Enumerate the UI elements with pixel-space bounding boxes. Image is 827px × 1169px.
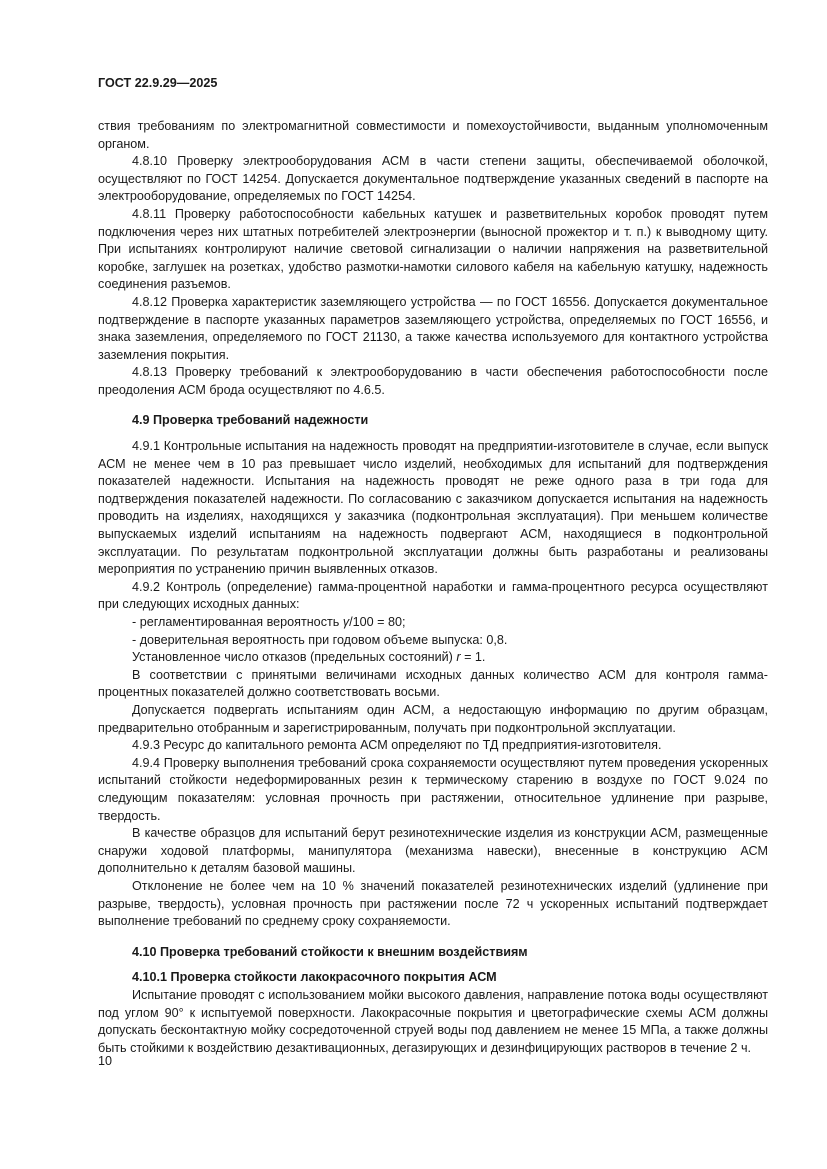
paragraph: В качестве образцов для испытаний берут резинотехнические изделия из конструкции АСМ, размещенные снаружи ходовой платформы, манипулятора (механизма навески), внесенные в конструкцию АСМ дополнительно к деталям базовой машины.: [98, 826, 768, 876]
paragraph-4-9-1: 4.9.1 Контрольные испытания на надежность проводят на предприятии-изготовителе в случае, если выпуск АСМ не менее чем в 10 раз превышает число изделий, необходимых для испытаний для подтверждения показателей надежности. Испытания на надежность проводят не реже одного раза в три года для подтверждения показателей надежности. По согласованию с заказчиком допускается испытания на надежность проводить на изделиях, находящихся у заказчика (подконтрольная эксплуатация). При меньшем количестве выпускаемых изделий испытаниям на надежность подвергают АСМ, находящиеся в подконтрольной эксплуатации. По результатам подконтрольной эксплуатации должны быть разработаны и реализованы мероприятия по устранению причин выявленных отказов.: [98, 439, 768, 577]
paragraph-4-8-12: 4.8.12 Проверка характеристик заземляющего устройства — по ГОСТ 16556. Допускается документальное подтверждение в паспорте указанных параметров заземляющего устройства, определяемых по ГОСТ 16556, и знака заземления, определяемого по ГОСТ 21130, а также качества используемого для контактного устройства заземления покрытия.: [98, 294, 768, 362]
subsection-heading-4-10-1: 4.10.1 Проверка стойкости лакокрасочного покрытия АСМ: [132, 970, 497, 985]
r-symbol: r: [456, 650, 461, 665]
list-item-text: - регламентированная вероятность: [132, 615, 343, 630]
gamma-symbol: γ: [342, 615, 350, 630]
paragraph: Испытание проводят с использованием мойки высокого давления, направление потока воды осуществляют под углом 90° к испытуемой поверхности. Лакокрасочные покрытия и цветографические схемы АСМ должны допускать бесконтактную мойку сосредоточенной струей воды под давлением не менее 15 МПа, а также должны быть стойкими к воздействию дезактивационных, дегазирующих и дезинфицирующих растворов в течение 2 ч.: [98, 987, 768, 1055]
list-item-text: /100 = 80;: [349, 615, 406, 630]
list-item: - доверительная вероятность при годовом объеме выпуска: 0,8.: [132, 632, 508, 647]
page-body: [98, 118, 768, 1057]
paragraph-4-9-4: 4.9.4 Проверку выполнения требований срока сохраняемости осуществляют путем проведения ускоренных испытаний стойкости недеформированных резин к термическому старению в воздухе по ГОСТ 9.024 по следующим показателям: условная прочность при растяжении, относительное удлинение при разрыве, твердость.: [98, 755, 768, 823]
paragraph-4-8-11: 4.8.11 Проверку работоспособности кабельных катушек и разветвительных коробок проводят путем подключения через них штатных потребителей электроэнергии (выносной прожектор и т. п.) к выводному щиту. При испытаниях контролируют наличие световой сигнализации о наличии напряжения на разветвительной коробке, заглушек на розетках, удобство размотки-намотки силового кабеля на кабельную катушку, надежность соединения разъемов.: [98, 206, 768, 292]
paragraph: Допускается подвергать испытаниям один АСМ, а недостающую информацию по другим образцам, предварительно отобранным и зарегистрированным, получать при подконтрольной эксплуатации.: [98, 703, 768, 735]
section-heading-4-9: 4.9 Проверка требований надежности: [132, 412, 369, 427]
paragraph: ствия требованиям по электромагнитной совместимости и помехоустойчивости, выданным уполномоченным органом.: [98, 119, 768, 151]
paragraph: В соответствии с принятыми величинами исходных данных количество АСМ для контроля гамма-процентных показателей должно соответствовать восьми.: [98, 667, 768, 700]
paragraph-text: = 1.: [460, 650, 486, 665]
paragraph: [98, 649, 768, 667]
paragraph: Отклонение не более чем на 10 % значений показателей резинотехнических изделий (удлинение при разрыве, твердость), условная прочность при растяжении после 72 ч ускоренных испытаний подтверждает выполнение требований по среднему сроку сохраняемости.: [98, 878, 768, 929]
paragraph-text: Установленное число отказов (предельных состояний): [132, 650, 457, 665]
section-heading-4-10: 4.10 Проверка требований стойкости к внешним воздействиям: [132, 944, 528, 959]
page-number: 10: [98, 1054, 113, 1068]
paragraph-4-9-2: 4.9.2 Контроль (определение) гамма-процентной наработки и гамма-процентного ресурса осуществляют при следующих исходных данных:: [98, 579, 768, 612]
list-item: [98, 614, 768, 632]
paragraph-4-8-10: 4.8.10 Проверку электрооборудования АСМ в части степени защиты, обеспечиваемой оболочкой, осуществляют по ГОСТ 14254. Допускается документальное подтверждение указанных сведений в паспорте на электрооборудование, определяемых по ГОСТ 14254.: [98, 154, 768, 204]
document-header: ГОСТ 22.9.29—2025: [98, 76, 218, 90]
paragraph-4-8-13: 4.8.13 Проверку требований к электрооборудованию в части обеспечения работоспособности после преодоления АСМ брода осуществляют по 4.6.5.: [98, 365, 768, 397]
paragraph-4-9-3: 4.9.3 Ресурс до капитального ремонта АСМ определяют по ТД предприятия-изготовителя.: [132, 738, 662, 753]
